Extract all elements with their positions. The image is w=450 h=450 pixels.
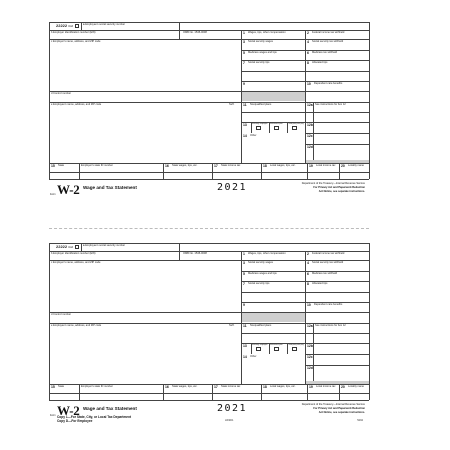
box-14-number: 14 xyxy=(243,134,247,138)
box-3-label: Social security wages xyxy=(248,261,273,265)
dept-line-1: Department of the Treasury—Internal Revenue Service xyxy=(301,182,365,185)
third-party-sick-pay-checkbox[interactable] xyxy=(292,126,297,130)
box-16-label: State wages, tips, etc. xyxy=(172,385,198,389)
col-line xyxy=(261,384,262,400)
col-line xyxy=(305,30,306,163)
box-2-label: Federal income tax withheld xyxy=(312,31,345,35)
copy-line-1: Copy 1—For State, City, or Local Tax Department xyxy=(57,415,132,419)
row-line xyxy=(305,354,369,355)
box-12b-number: 12b xyxy=(307,123,313,127)
control-code: 22222 xyxy=(56,23,68,28)
box-b-label: b Employer identification number (EIN) xyxy=(51,31,96,34)
col-line xyxy=(81,22,82,30)
box-c-label: c Employer's name, address, and ZIP code xyxy=(51,261,101,264)
box-3-number: 3 xyxy=(243,261,245,265)
col-line xyxy=(163,163,164,179)
box-13-thirdparty-label: Third-party sick pay xyxy=(288,343,304,346)
col-line xyxy=(313,102,314,163)
box-4-label: Social security tax withheld xyxy=(312,40,344,44)
box-13-statutory-label: Statutory employee xyxy=(252,343,268,346)
w2-form-top xyxy=(49,22,369,212)
row-line xyxy=(305,144,369,145)
box-17-label: State income tax xyxy=(221,164,241,168)
box-7-label: Social security tips xyxy=(248,282,270,286)
col-line xyxy=(179,243,180,260)
form-name-w2: W-2 xyxy=(57,182,80,197)
box-6-label: Medicare tax withheld xyxy=(312,51,338,55)
statutory-employee-checkbox[interactable] xyxy=(256,126,261,130)
box-20-label: Locality name xyxy=(348,164,365,168)
void-label: Void xyxy=(68,246,74,249)
box-18-number: 18 xyxy=(263,385,267,389)
box-12d-number: 12d xyxy=(307,145,313,149)
col-line xyxy=(212,163,213,179)
box-11-number: 11 xyxy=(243,324,247,328)
box-13-number: 13 xyxy=(243,123,247,127)
box-15-state-label: State xyxy=(58,164,65,168)
box-b-label: b Employer identification number (EIN) xyxy=(51,252,96,255)
col-line xyxy=(79,384,80,400)
box-17-label: State income tax xyxy=(221,385,241,389)
box-13-retirement-label: Retirement plan xyxy=(270,343,283,346)
col-line xyxy=(307,384,308,400)
third-party-sick-pay-checkbox[interactable] xyxy=(292,347,297,351)
box-19-label: Local income tax xyxy=(316,385,336,389)
retirement-plan-checkbox[interactable] xyxy=(274,347,279,351)
form-left-border xyxy=(49,22,50,179)
box-15-number: 15 xyxy=(51,164,55,168)
box-15-id-label: Employer's state ID number xyxy=(81,164,113,168)
box-12-bottom-shade xyxy=(306,381,369,384)
box-5-label: Medicare wages and tips xyxy=(248,51,277,55)
col-line xyxy=(305,251,306,384)
control-code: 22222 xyxy=(56,244,68,249)
box-15-state-label: State xyxy=(58,385,65,389)
box-1-number: 1 xyxy=(243,31,245,35)
box-4-label: Social security tax withheld xyxy=(312,261,344,265)
ssn-label: Employee's social security number xyxy=(85,243,126,247)
box-19-number: 19 xyxy=(309,164,313,168)
box-13-thirdparty-label: Third-party sick pay xyxy=(288,122,304,125)
box-3-number: 3 xyxy=(243,40,245,44)
col-line xyxy=(163,384,164,400)
col-line xyxy=(261,163,262,179)
box-12c-number: 12c xyxy=(307,134,313,138)
box-8-number: 8 xyxy=(307,61,309,65)
box-20-label: Locality name xyxy=(348,385,365,389)
box-14-label: Other xyxy=(250,134,257,138)
box-9-shade xyxy=(242,313,305,323)
box-6-label: Medicare tax withheld xyxy=(312,272,338,276)
box-17-number: 17 xyxy=(214,164,218,168)
box-5-number: 5 xyxy=(243,51,245,55)
dept-line-3: Act Notice, see separate instructions. xyxy=(318,411,365,414)
box-15-id-label: Employer's state ID number xyxy=(81,385,113,389)
box-e-label: e Employee's name, address, and ZIP code xyxy=(51,324,102,327)
void-checkbox[interactable] xyxy=(75,245,79,249)
box-7-number: 7 xyxy=(243,61,245,65)
box-11-number: 11 xyxy=(243,103,247,107)
box-12a-number: 12a xyxy=(307,324,313,328)
box-20-number: 20 xyxy=(341,385,345,389)
dept-line-2: For Privacy Act and Paperwork Reduction xyxy=(313,186,365,189)
tax-year: 2021 xyxy=(217,403,248,414)
box-18-label: Local wages, tips, etc. xyxy=(270,385,296,389)
row-line xyxy=(49,312,369,313)
void-label: Void xyxy=(68,25,74,28)
box-6-number: 6 xyxy=(307,272,309,276)
box-12a-label: See instructions for box 12 xyxy=(315,103,346,107)
form-name-w2: W-2 xyxy=(57,403,80,418)
suffix-label: Suff. xyxy=(229,103,235,106)
form-right-border xyxy=(369,22,370,179)
box-e-label: e Employee's name, address, and ZIP code xyxy=(51,103,102,106)
box-20-number: 20 xyxy=(341,164,345,168)
box-7-label: Social security tips xyxy=(248,61,270,65)
box-3-label: Social security wages xyxy=(248,40,273,44)
ssn-label: Employee's social security number xyxy=(85,22,126,26)
form-body-bottom xyxy=(49,179,369,180)
box-8-label: Allocated tips xyxy=(312,61,328,65)
box-d-label: d Control number xyxy=(51,313,72,316)
box-10-number: 10 xyxy=(307,303,311,307)
box-5-number: 5 xyxy=(243,272,245,276)
box-12-bottom-shade xyxy=(306,160,369,163)
box-16-label: State wages, tips, etc. xyxy=(172,164,198,168)
box-10-number: 10 xyxy=(307,82,311,86)
tax-year: 2021 xyxy=(217,182,248,193)
row-line xyxy=(49,91,369,92)
col-line xyxy=(81,243,82,251)
box-1-label: Wages, tips, other compensation xyxy=(248,252,286,256)
box-2-number: 2 xyxy=(307,252,309,256)
box-4-number: 4 xyxy=(307,40,309,44)
box-10-label: Dependent care benefits xyxy=(314,82,343,86)
form-right-border xyxy=(369,243,370,400)
form-left-border xyxy=(49,243,50,400)
box-a-label: a Employee's social security number xyxy=(83,243,126,247)
box-18-label: Local wages, tips, etc. xyxy=(270,164,296,168)
box-7-number: 7 xyxy=(243,282,245,286)
dept-line-3: Act Notice, see separate instructions. xyxy=(318,190,365,193)
box-12a-label: See instructions for box 12 xyxy=(315,324,346,328)
box-14-label: Other xyxy=(250,355,257,359)
row-line xyxy=(305,133,369,134)
statement-title: Wage and Tax Statement xyxy=(83,185,137,190)
box-12b-number: 12b xyxy=(307,344,313,348)
left-form-code: LW2D1 xyxy=(225,419,234,422)
box-2-number: 2 xyxy=(307,31,309,35)
box-10-label: Dependent care benefits xyxy=(314,303,343,307)
box-16-number: 16 xyxy=(165,385,169,389)
box-14-number: 14 xyxy=(243,355,247,359)
col-line xyxy=(339,384,340,400)
col-line xyxy=(307,163,308,179)
statement-title: Wage and Tax Statement xyxy=(83,406,137,411)
col-line xyxy=(313,323,314,384)
box-19-label: Local income tax xyxy=(316,164,336,168)
box-9-number: 9 xyxy=(243,82,245,86)
box-c-label: c Employer's name, address, and ZIP code xyxy=(51,40,101,43)
form-label: Form xyxy=(50,414,56,417)
suffix-label: Suff. xyxy=(229,324,235,327)
box-8-number: 8 xyxy=(307,282,309,286)
copy-line-2: Copy D—For Employee xyxy=(57,419,93,423)
col-line xyxy=(212,384,213,400)
void-checkbox[interactable] xyxy=(75,24,79,28)
box-17-number: 17 xyxy=(214,385,218,389)
omb-number: OMB No. 1545-0008 xyxy=(183,252,207,255)
form-body-bottom xyxy=(49,400,369,401)
form-label: Form xyxy=(50,193,56,196)
box-16-number: 16 xyxy=(165,164,169,168)
box-15-number: 15 xyxy=(51,385,55,389)
dept-line-1: Department of the Treasury—Internal Revenue Service xyxy=(301,403,365,406)
row-line xyxy=(305,365,369,366)
col-line xyxy=(79,163,80,179)
box-19-number: 19 xyxy=(309,385,313,389)
statutory-employee-checkbox[interactable] xyxy=(256,347,261,351)
box-6-number: 6 xyxy=(307,51,309,55)
box-11-label: Nonqualified plans xyxy=(250,103,272,107)
box-1-number: 1 xyxy=(243,252,245,256)
box-8-label: Allocated tips xyxy=(312,282,328,286)
box-11-label: Nonqualified plans xyxy=(250,324,272,328)
col-line xyxy=(339,163,340,179)
retirement-plan-checkbox[interactable] xyxy=(274,126,279,130)
box-1-label: Wages, tips, other compensation xyxy=(248,31,286,35)
row-line xyxy=(49,393,369,394)
w2-form-bottom xyxy=(49,243,369,433)
box-12a-number: 12a xyxy=(307,103,313,107)
box-9-shade xyxy=(242,92,305,102)
perforation-line xyxy=(49,228,369,229)
box-5-label: Medicare wages and tips xyxy=(248,272,277,276)
box-a-label: a Employee's social security number xyxy=(83,22,126,26)
right-form-code: 5294 xyxy=(357,419,363,422)
omb-number: OMB No. 1545-0008 xyxy=(183,31,207,34)
col-line xyxy=(179,22,180,39)
box-13-statutory-label: Statutory employee xyxy=(252,122,268,125)
box-4-number: 4 xyxy=(307,261,309,265)
box-13-retirement-label: Retirement plan xyxy=(270,122,283,125)
box-13-number: 13 xyxy=(243,344,247,348)
box-2-label: Federal income tax withheld xyxy=(312,252,345,256)
row-line xyxy=(49,172,369,173)
box-12c-number: 12c xyxy=(307,355,313,359)
box-9-number: 9 xyxy=(243,303,245,307)
box-12d-number: 12d xyxy=(307,366,313,370)
box-d-label: d Control number xyxy=(51,92,72,95)
box-18-number: 18 xyxy=(263,164,267,168)
dept-line-2: For Privacy Act and Paperwork Reduction xyxy=(313,407,365,410)
